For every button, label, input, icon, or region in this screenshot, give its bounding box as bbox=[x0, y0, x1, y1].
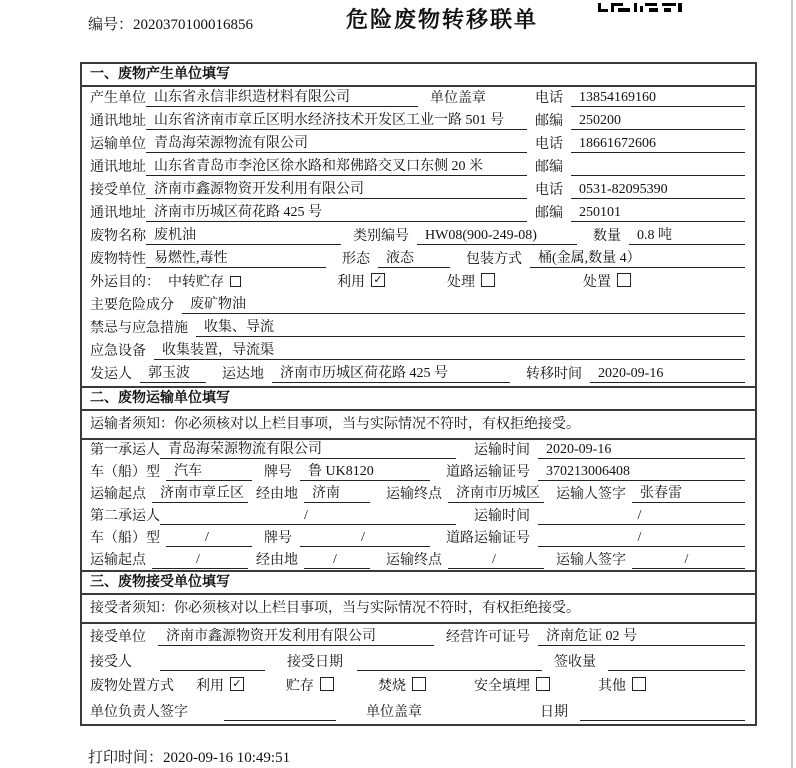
contraindication-value: 收集、导流 bbox=[196, 316, 745, 337]
first-road-permit-value: 370213006408 bbox=[538, 464, 745, 481]
field-label: 运输起点 bbox=[90, 487, 146, 502]
receiver-unit-value: 济南市鑫源物资开发利用有限公司 bbox=[146, 178, 527, 199]
field-label: 运输起点 bbox=[90, 553, 146, 568]
field-label: 车（船）型 bbox=[90, 531, 160, 546]
transporter-notice: 运输者须知：你必须核对以上栏目事项，当与实际情况不符时，有权拒绝接受。 bbox=[82, 411, 755, 440]
received-amount-value bbox=[608, 654, 745, 671]
field-label: 通讯地址 bbox=[90, 160, 146, 175]
row-producer-unit bbox=[82, 87, 755, 110]
field-label: 通讯地址 bbox=[90, 206, 146, 221]
row-first-route bbox=[82, 484, 755, 506]
hazardous-waste-transfer-form bbox=[80, 62, 757, 726]
postcode-label: 邮编 bbox=[535, 206, 563, 221]
print-time-value: 2020-09-16 10:49:51 bbox=[163, 750, 291, 766]
form-title: 危险废物转移联单 bbox=[345, 7, 539, 32]
packaging-value: 桶(金属,数量 4） bbox=[530, 247, 745, 268]
checkbox-unchecked-icon bbox=[632, 677, 646, 691]
form-state-value: 液态 bbox=[378, 247, 450, 268]
purpose-option-utilize bbox=[337, 271, 385, 291]
row-disposal-method bbox=[82, 674, 755, 699]
serial-number-line bbox=[88, 13, 253, 34]
first-origin-value: 济南市章丘区 bbox=[152, 482, 248, 503]
main-hazard-value: 废矿物油 bbox=[182, 293, 745, 314]
transport-address-value: 山东省青岛市李沧区徐水路和郑佛路交叉口东侧 20 米 bbox=[146, 155, 527, 176]
option-label: 焚烧 bbox=[378, 679, 406, 694]
row-waste-property bbox=[82, 248, 755, 271]
option-label: 中转贮存 bbox=[168, 275, 224, 290]
unit-seal-label: 单位盖章 bbox=[366, 705, 422, 720]
row-transport-address bbox=[82, 156, 755, 179]
row-transport-unit bbox=[82, 133, 755, 156]
option-label: 安全填埋 bbox=[474, 679, 530, 694]
second-endpoint-value: / bbox=[448, 552, 544, 569]
row-first-carrier bbox=[82, 440, 755, 462]
field-label: 单位负责人签字 bbox=[90, 705, 188, 720]
checkbox-unchecked-icon bbox=[412, 677, 426, 691]
serial-number: 2020370100016856 bbox=[133, 17, 254, 33]
endpoint-label: 运输终点 bbox=[386, 487, 442, 502]
transport-phone-value: 18661672606 bbox=[571, 136, 745, 153]
option-label: 利用 bbox=[196, 679, 224, 694]
road-permit-label: 道路运输证号 bbox=[446, 531, 530, 546]
section-1-header: 一、废物产生单位填写 bbox=[82, 64, 755, 87]
field-label: 主要危险成分 bbox=[90, 298, 174, 313]
receiver-address-value: 济南市历城区荷花路 425 号 bbox=[146, 201, 527, 222]
page-scan-edge bbox=[791, 0, 793, 768]
field-label: 接受单位 bbox=[90, 630, 146, 645]
destination-label: 运达地 bbox=[222, 367, 264, 382]
second-via-value: / bbox=[304, 552, 370, 569]
purpose-option-dispose bbox=[583, 271, 631, 291]
section-transporter bbox=[82, 386, 755, 572]
row-outbound-purpose bbox=[82, 271, 755, 294]
second-origin-value: / bbox=[152, 552, 248, 569]
checkbox-unchecked-icon bbox=[230, 276, 241, 287]
field-label: 第一承运人 bbox=[90, 443, 160, 458]
field-label: 第二承运人 bbox=[90, 509, 160, 524]
responsible-signature-value bbox=[224, 704, 336, 721]
field-label: 接受人 bbox=[90, 655, 132, 670]
field-label: 接受单位 bbox=[90, 183, 146, 198]
outbound-purpose-label: 外运目的： bbox=[90, 275, 160, 290]
second-road-permit-value: / bbox=[538, 530, 745, 547]
row-receiver-unit bbox=[82, 179, 755, 202]
emergency-equipment-value: 收集装置，导流渠 bbox=[154, 339, 745, 360]
option-label: 处理 bbox=[447, 275, 475, 290]
field-label: 运输单位 bbox=[90, 137, 146, 152]
disposal-option-utilize bbox=[196, 675, 244, 695]
via-label: 经由地 bbox=[256, 487, 298, 502]
disposal-method-label: 废物处置方式 bbox=[90, 679, 174, 694]
carrier-signature-label: 运输人签字 bbox=[556, 487, 626, 502]
field-label: 禁忌与应急措施 bbox=[90, 321, 188, 336]
first-transport-time-value: 2020-09-16 bbox=[538, 442, 745, 459]
purpose-option-treat bbox=[447, 271, 495, 291]
road-permit-label: 道路运输证号 bbox=[446, 465, 530, 480]
transport-time-label: 运输时间 bbox=[474, 443, 530, 458]
qr-code-fragment-icon bbox=[598, 0, 682, 18]
field-label: 发运人 bbox=[90, 367, 132, 382]
license-label: 经营许可证号 bbox=[446, 630, 530, 645]
disposal-option-storage bbox=[286, 675, 334, 695]
row-receiver-address bbox=[82, 202, 755, 225]
endpoint-label: 运输终点 bbox=[386, 553, 442, 568]
field-label: 废物名称 bbox=[90, 229, 146, 244]
phone-label: 电话 bbox=[535, 183, 563, 198]
row-responsible-signature bbox=[82, 699, 755, 724]
waste-property-value: 易燃性,毒性 bbox=[146, 247, 326, 268]
row-consignor bbox=[82, 363, 755, 386]
second-vehicle-type-value: / bbox=[166, 530, 252, 547]
waste-name-value: 废机油 bbox=[146, 224, 341, 245]
serial-label: 编号： bbox=[88, 17, 134, 33]
option-label: 贮存 bbox=[286, 679, 314, 694]
transport-time-label: 运输时间 bbox=[474, 509, 530, 524]
receive-date-value bbox=[357, 654, 542, 671]
field-label: 车（船）型 bbox=[90, 465, 160, 480]
row-second-vehicle bbox=[82, 528, 755, 550]
field-label: 产生单位 bbox=[90, 91, 146, 106]
form-state-label: 形态 bbox=[342, 252, 370, 267]
checkbox-tick: ✓ bbox=[373, 273, 383, 286]
via-label: 经由地 bbox=[256, 553, 298, 568]
checkbox-tick: ✓ bbox=[232, 677, 242, 690]
plate-label: 牌号 bbox=[264, 531, 292, 546]
option-label: 利用 bbox=[337, 275, 365, 290]
received-amount-label: 签收量 bbox=[554, 655, 596, 670]
first-carrier-value: 青岛海荣源物流有限公司 bbox=[160, 438, 456, 459]
quantity-label: 数量 bbox=[593, 229, 621, 244]
row-main-hazard bbox=[82, 294, 755, 317]
option-label: 处置 bbox=[583, 275, 611, 290]
checkbox-unchecked-icon bbox=[617, 273, 631, 287]
first-via-value: 济南 bbox=[304, 482, 370, 503]
print-time-line bbox=[88, 746, 290, 767]
section-producer bbox=[82, 64, 755, 386]
receive-date-label: 接受日期 bbox=[287, 655, 343, 670]
transport-unit-value: 青岛海荣源物流有限公司 bbox=[146, 132, 527, 153]
first-vehicle-type-value: 汽车 bbox=[166, 460, 252, 481]
disposal-option-landfill bbox=[474, 675, 550, 695]
row-waste-name bbox=[82, 225, 755, 248]
second-carrier-signature-value: / bbox=[632, 552, 745, 569]
row-second-route bbox=[82, 550, 755, 572]
print-time-label: 打印时间： bbox=[88, 750, 164, 766]
producer-address-value: 山东省济南市章丘区明水经济技术开发区工业一路 501 号 bbox=[146, 109, 527, 130]
license-value: 济南危证 02 号 bbox=[538, 625, 745, 646]
checkbox-checked-icon bbox=[371, 273, 385, 287]
packaging-label: 包装方式 bbox=[466, 252, 522, 267]
field-label: 废物特性 bbox=[90, 252, 146, 267]
row-second-carrier bbox=[82, 506, 755, 528]
row-contraindication bbox=[82, 317, 755, 340]
receiver-phone-value: 0531-82095390 bbox=[571, 182, 745, 199]
checkbox-checked-icon bbox=[230, 677, 244, 691]
second-carrier-value: / bbox=[160, 508, 456, 525]
category-code-value: HW08(900-249-08) bbox=[417, 228, 577, 245]
postcode-label: 邮编 bbox=[535, 114, 563, 129]
phone-label: 电话 bbox=[535, 137, 563, 152]
first-carrier-signature-value: 张春雷 bbox=[632, 482, 745, 503]
phone-label: 电话 bbox=[535, 91, 563, 106]
date-label: 日期 bbox=[540, 705, 568, 720]
row-first-vehicle bbox=[82, 462, 755, 484]
row-receiving-unit bbox=[82, 624, 755, 649]
transfer-time-value: 2020-09-16 bbox=[590, 366, 745, 383]
first-endpoint-value: 济南市历城区 bbox=[448, 482, 544, 503]
unit-seal-label: 单位盖章 bbox=[430, 91, 486, 106]
row-producer-address bbox=[82, 110, 755, 133]
destination-value: 济南市历城区荷花路 425 号 bbox=[272, 362, 510, 383]
field-label: 通讯地址 bbox=[90, 114, 146, 129]
checkbox-unchecked-icon bbox=[536, 677, 550, 691]
transfer-time-label: 转移时间 bbox=[526, 367, 582, 382]
option-label: 其他 bbox=[598, 679, 626, 694]
receiving-unit-value: 济南市鑫源物资开发利用有限公司 bbox=[158, 625, 434, 646]
receiver-person-value bbox=[160, 654, 265, 671]
field-label: 应急设备 bbox=[90, 344, 146, 359]
first-plate-value: 鲁 UK8120 bbox=[300, 460, 430, 481]
row-emergency-equipment bbox=[82, 340, 755, 363]
carrier-signature-label: 运输人签字 bbox=[556, 553, 626, 568]
producer-postcode-value: 250200 bbox=[571, 113, 745, 130]
disposal-option-other bbox=[598, 675, 646, 695]
transport-postcode-value bbox=[571, 159, 745, 176]
second-plate-value: / bbox=[300, 530, 430, 547]
plate-label: 牌号 bbox=[264, 465, 292, 480]
disposal-option-incinerate bbox=[378, 675, 426, 695]
section-receiver bbox=[82, 570, 755, 724]
row-receiver-person bbox=[82, 649, 755, 674]
purpose-option-transfer-storage bbox=[168, 271, 241, 291]
producer-unit-value: 山东省永信非织造材料有限公司 bbox=[146, 86, 418, 107]
receiver-postcode-value: 250101 bbox=[571, 205, 745, 222]
section-3-header: 三、废物接受单位填写 bbox=[82, 570, 755, 595]
producer-phone-value: 13854169160 bbox=[571, 90, 745, 107]
date-value bbox=[580, 704, 745, 721]
category-code-label: 类别编号 bbox=[353, 229, 409, 244]
section-2-header: 二、废物运输单位填写 bbox=[82, 386, 755, 411]
consignor-value: 郭玉波 bbox=[140, 362, 206, 383]
checkbox-unchecked-icon bbox=[320, 677, 334, 691]
receiver-notice: 接受者须知：你必须核对以上栏目事项，当与实际情况不符时，有权拒绝接受。 bbox=[82, 595, 755, 624]
quantity-value: 0.8 吨 bbox=[629, 224, 745, 245]
second-transport-time-value: / bbox=[538, 508, 745, 525]
checkbox-unchecked-icon bbox=[481, 273, 495, 287]
postcode-label: 邮编 bbox=[535, 160, 563, 175]
